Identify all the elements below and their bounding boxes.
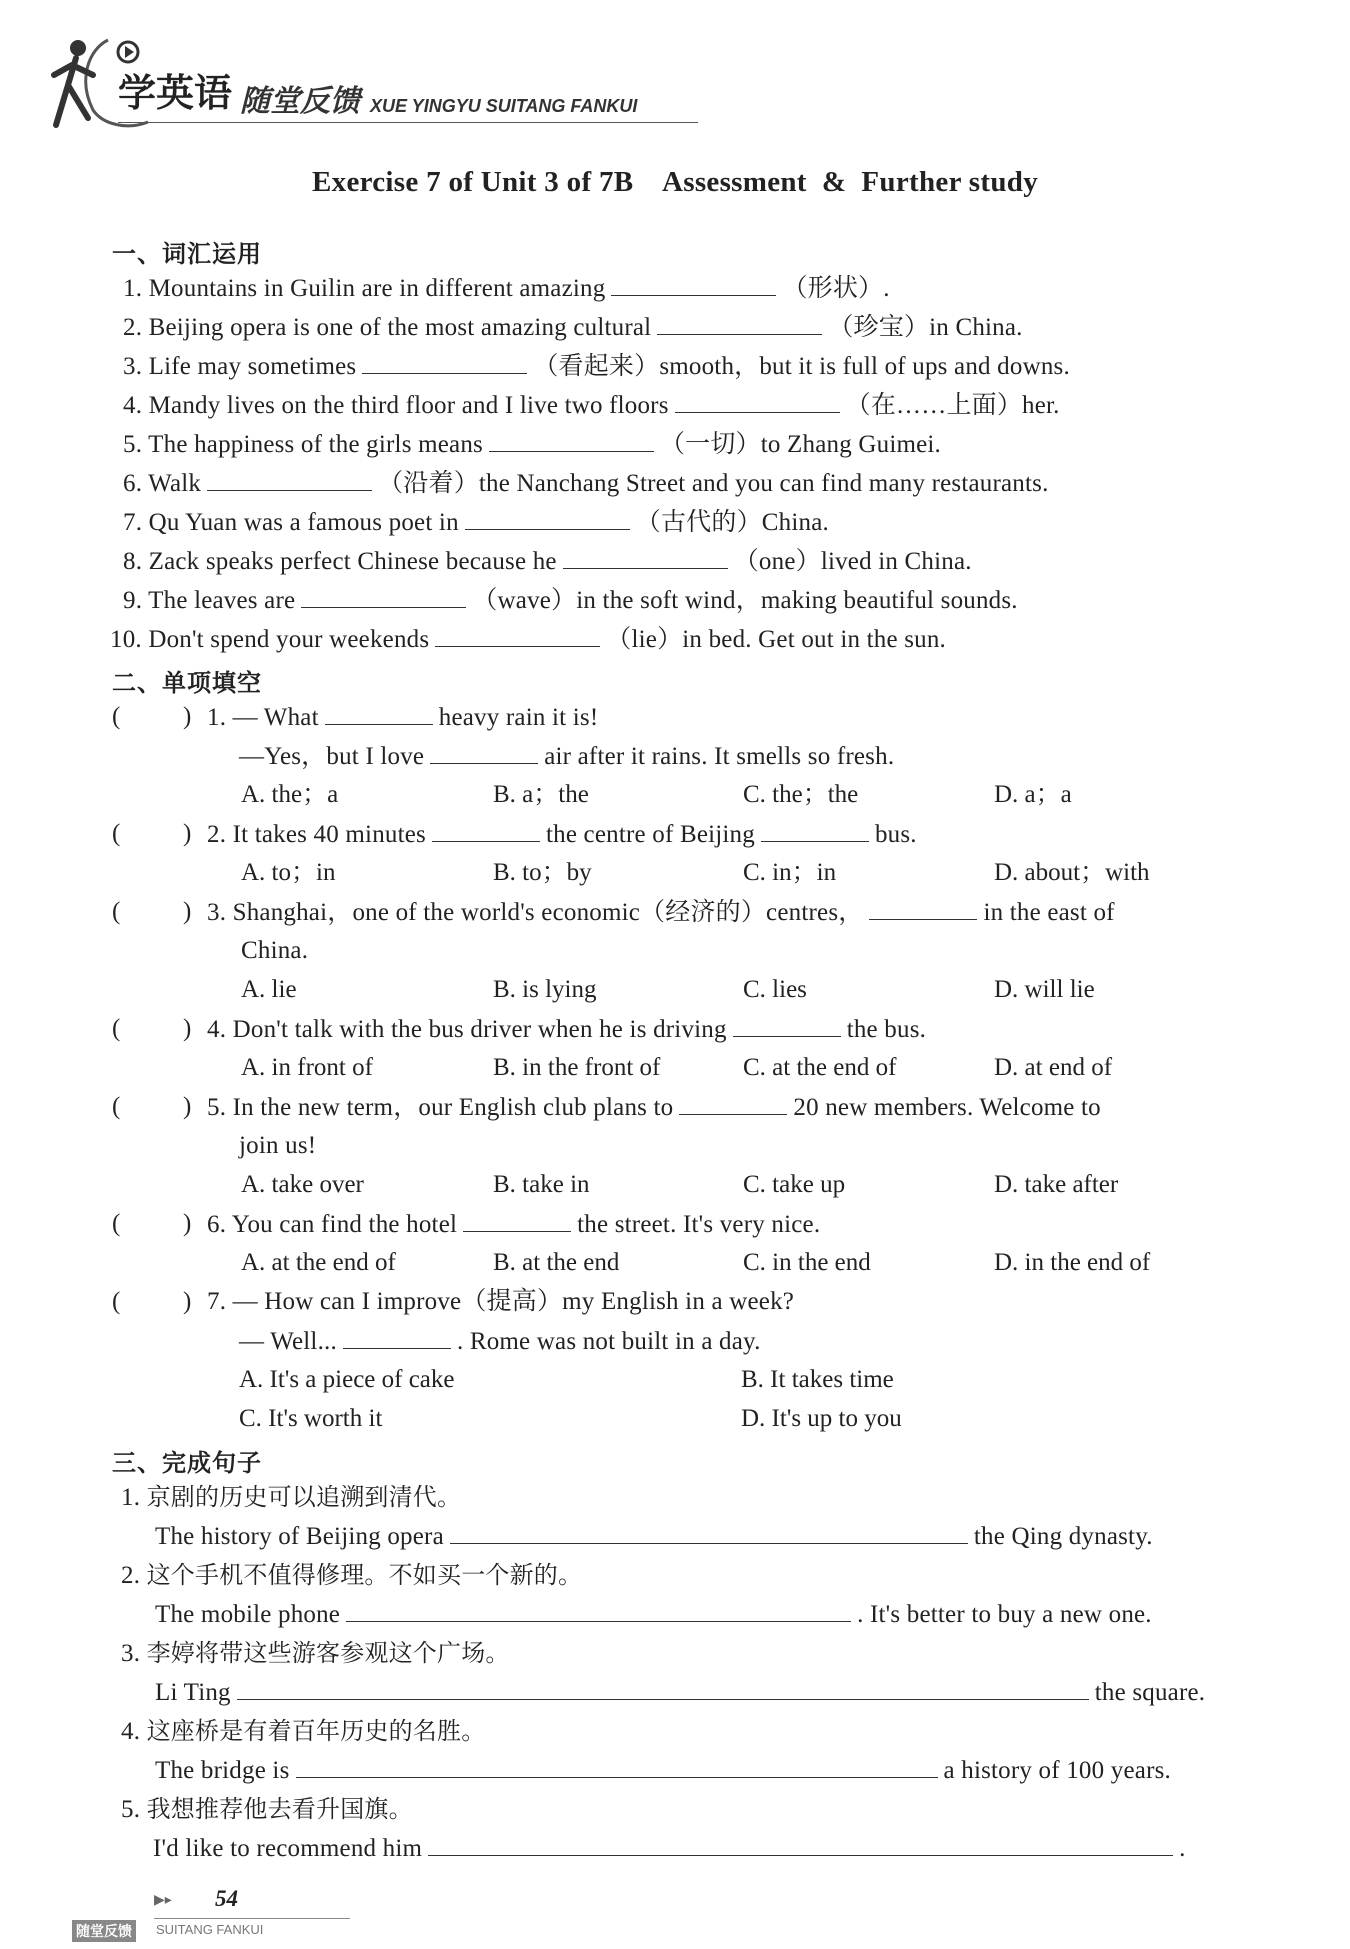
answer-blank[interactable] bbox=[465, 507, 630, 530]
s2-q3-option-a[interactable]: A. lie bbox=[241, 976, 297, 1003]
s1-item-2: 2. Beijing opera is one of the most amazing cultural （珍宝）in China. bbox=[123, 314, 1023, 341]
s2-q1-line2: —Yes，but I love air after it rains. It smells so fresh. bbox=[239, 743, 895, 770]
s2-q5-option-d[interactable]: D. take after bbox=[994, 1171, 1119, 1198]
s2-q2-option-b[interactable]: B. to；by bbox=[493, 859, 592, 886]
footer-rule bbox=[154, 1918, 350, 1919]
s1-item-7: 7. Qu Yuan was a famous poet in （古代的）China. bbox=[123, 509, 829, 536]
footer-label-en: SUITANG FANKUI bbox=[156, 1922, 264, 1937]
answer-paren-close: ) bbox=[183, 1015, 192, 1042]
s2-q7-option-c[interactable]: C. It's worth it bbox=[239, 1405, 383, 1432]
s2-q5-option-b[interactable]: B. take in bbox=[493, 1171, 590, 1198]
answer-blank[interactable] bbox=[611, 273, 776, 296]
s3-item-5-cn: 5. 我想推荐他去看升国旗。 bbox=[121, 1795, 413, 1823]
s2-q1-line1: 1. — What heavy rain it is! bbox=[207, 704, 599, 731]
answer-blank[interactable] bbox=[343, 1326, 451, 1349]
answer-blank[interactable] bbox=[432, 819, 540, 842]
footer bbox=[70, 1880, 470, 1940]
answer-paren-close: ) bbox=[183, 1288, 192, 1315]
s2-q6-option-a[interactable]: A. at the end of bbox=[241, 1249, 396, 1276]
answer-blank[interactable] bbox=[207, 468, 372, 491]
s1-item-9: 9. The leaves are （wave）in the soft wind，making beautiful sounds. bbox=[123, 587, 1018, 614]
s2-q3-option-d[interactable]: D. will lie bbox=[994, 976, 1095, 1003]
section3-heading: 三、完成句子 bbox=[112, 1449, 262, 1477]
answer-blank[interactable] bbox=[362, 351, 527, 374]
section1-heading: 一、词汇运用 bbox=[112, 240, 262, 268]
answer-blank[interactable] bbox=[450, 1521, 968, 1544]
page-title: Exercise 7 of Unit 3 of 7B Assessment & Further study bbox=[312, 166, 1038, 198]
s3-item-3-cn: 3. 李婷将带这些游客参观这个广场。 bbox=[121, 1639, 510, 1667]
answer-blank[interactable] bbox=[675, 390, 840, 413]
answer-blank[interactable] bbox=[301, 585, 466, 608]
s2-q7-option-d[interactable]: D. It's up to you bbox=[741, 1405, 902, 1432]
s2-q5-option-a[interactable]: A. take over bbox=[241, 1171, 364, 1198]
s2-q2-line1: 2. It takes 40 minutes the centre of Beijing bus. bbox=[207, 821, 917, 848]
page-number: 54 bbox=[215, 1886, 238, 1911]
answer-paren-close: ) bbox=[183, 898, 192, 925]
s1-item-6: 6. Walk （沿着）the Nanchang Street and you can find many restaurants. bbox=[123, 470, 1049, 497]
s2-q4-option-a[interactable]: A. in front of bbox=[241, 1054, 373, 1081]
answer-paren-open: ( bbox=[112, 820, 121, 847]
answer-blank[interactable] bbox=[679, 1092, 787, 1115]
s2-q7-option-b[interactable]: B. It takes time bbox=[741, 1366, 894, 1393]
s2-q7-option-a[interactable]: A. It's a piece of cake bbox=[239, 1366, 455, 1393]
answer-blank[interactable] bbox=[296, 1755, 938, 1778]
s2-q3-option-b[interactable]: B. is lying bbox=[493, 976, 597, 1003]
s2-q6-line1: 6. You can find the hotel the street. It's very nice. bbox=[207, 1211, 821, 1238]
logo-pinyin-text: XUE YINGYU SUITANG FANKUI bbox=[370, 96, 638, 116]
answer-paren-close: ) bbox=[183, 820, 192, 847]
logo-sub-text: 随堂反馈 bbox=[240, 84, 360, 119]
answer-blank[interactable] bbox=[428, 1833, 1173, 1856]
answer-paren-open: ( bbox=[112, 1015, 121, 1042]
s3-item-1-cn: 1. 京剧的历史可以追溯到清代。 bbox=[121, 1483, 462, 1511]
answer-blank[interactable] bbox=[563, 546, 728, 569]
answer-paren-open: ( bbox=[112, 1288, 121, 1315]
s2-q4-option-d[interactable]: D. at end of bbox=[994, 1054, 1113, 1081]
answer-blank[interactable] bbox=[869, 897, 977, 920]
s2-q5-line2: join us! bbox=[239, 1132, 317, 1159]
logo-main-text: 学英语 bbox=[118, 71, 233, 115]
s3-item-4-en: The bridge is a history of 100 years. bbox=[155, 1757, 1171, 1784]
s2-q6-option-c[interactable]: C. in the end bbox=[743, 1249, 871, 1276]
answer-paren-open: ( bbox=[112, 1093, 121, 1120]
s3-item-2-en: The mobile phone . It's better to buy a new one. bbox=[155, 1601, 1152, 1628]
s2-q7-line1: 7. — How can I improve（提高）my English in a week? bbox=[207, 1288, 795, 1315]
s1-item-10: 10. Don't spend your weekends （lie）in bed. Get out in the sun. bbox=[110, 626, 946, 653]
answer-blank[interactable] bbox=[237, 1677, 1089, 1700]
s2-q1-option-c[interactable]: C. the；the bbox=[743, 781, 859, 808]
s2-q6-option-b[interactable]: B. at the end bbox=[493, 1249, 620, 1276]
s3-item-1-en: The history of Beijing opera the Qing dynasty. bbox=[155, 1523, 1153, 1550]
s2-q7-line2: — Well... . Rome was not built in a day. bbox=[239, 1328, 761, 1355]
answer-blank[interactable] bbox=[346, 1599, 851, 1622]
s1-item-1: 1. Mountains in Guilin are in different amazing （形状）. bbox=[123, 275, 890, 302]
s2-q6-option-d[interactable]: D. in the end of bbox=[994, 1249, 1151, 1276]
s2-q3-line2: China. bbox=[241, 937, 309, 964]
answer-blank[interactable] bbox=[430, 741, 538, 764]
answer-blank[interactable] bbox=[463, 1209, 571, 1232]
answer-blank[interactable] bbox=[657, 312, 822, 335]
s3-item-3-en: Li Ting the square. bbox=[155, 1679, 1206, 1706]
answer-paren-open: ( bbox=[112, 703, 121, 730]
logo-underline bbox=[118, 122, 698, 123]
s3-item-2-cn: 2. 这个手机不值得修理。不如买一个新的。 bbox=[121, 1561, 583, 1589]
s2-q3-option-c[interactable]: C. lies bbox=[743, 976, 807, 1003]
s1-item-4: 4. Mandy lives on the third floor and I live two floors （在……上面）her. bbox=[123, 392, 1060, 419]
answer-blank[interactable] bbox=[489, 429, 654, 452]
s1-item-5: 5. The happiness of the girls means （一切）to Zhang Guimei. bbox=[123, 431, 942, 458]
answer-blank[interactable] bbox=[325, 702, 433, 725]
s2-q4-line1: 4. Don't talk with the bus driver when he is driving the bus. bbox=[207, 1016, 927, 1043]
s3-item-4-cn: 4. 这座桥是有着百年历史的名胜。 bbox=[121, 1717, 486, 1745]
s2-q3-line1: 3. Shanghai，one of the world's economic（经济的）centres， in the east of bbox=[207, 899, 1115, 926]
answer-paren-open: ( bbox=[112, 898, 121, 925]
answer-paren-close: ) bbox=[183, 1093, 192, 1120]
s1-item-8: 8. Zack speaks perfect Chinese because he （one）lived in China. bbox=[123, 548, 972, 575]
answer-paren-close: ) bbox=[183, 1210, 192, 1237]
answer-paren-close: ) bbox=[183, 703, 192, 730]
answer-paren-open: ( bbox=[112, 1210, 121, 1237]
s2-q4-option-c[interactable]: C. at the end of bbox=[743, 1054, 897, 1081]
s2-q2-option-a[interactable]: A. to；in bbox=[241, 859, 336, 886]
s3-item-5-en: I'd like to recommend him . bbox=[153, 1835, 1186, 1862]
s2-q2-option-c[interactable]: C. in；in bbox=[743, 859, 837, 886]
answer-blank[interactable] bbox=[435, 624, 600, 647]
header-logo bbox=[48, 30, 688, 140]
footer-label-cn: 随堂反馈 bbox=[72, 1920, 136, 1942]
s2-q1-option-b[interactable]: B. a；the bbox=[493, 781, 589, 808]
s1-item-3: 3. Life may sometimes （看起来）smooth，but it is full of ups and downs. bbox=[123, 353, 1070, 380]
answer-blank[interactable] bbox=[761, 819, 869, 842]
s2-q5-option-c[interactable]: C. take up bbox=[743, 1171, 846, 1198]
answer-blank[interactable] bbox=[733, 1014, 841, 1037]
s2-q2-option-d[interactable]: D. about；with bbox=[994, 859, 1150, 886]
s2-q4-option-b[interactable]: B. in the front of bbox=[493, 1054, 661, 1081]
page-arrow-icon: ▶▸ bbox=[154, 1893, 172, 1908]
section2-heading: 二、单项填空 bbox=[112, 669, 262, 697]
s2-q5-line1: 5. In the new term，our English club plans to 20 new members. Welcome to bbox=[207, 1094, 1101, 1121]
s2-q1-option-d[interactable]: D. a；a bbox=[994, 781, 1072, 808]
s2-q1-option-a[interactable]: A. the；a bbox=[241, 781, 339, 808]
